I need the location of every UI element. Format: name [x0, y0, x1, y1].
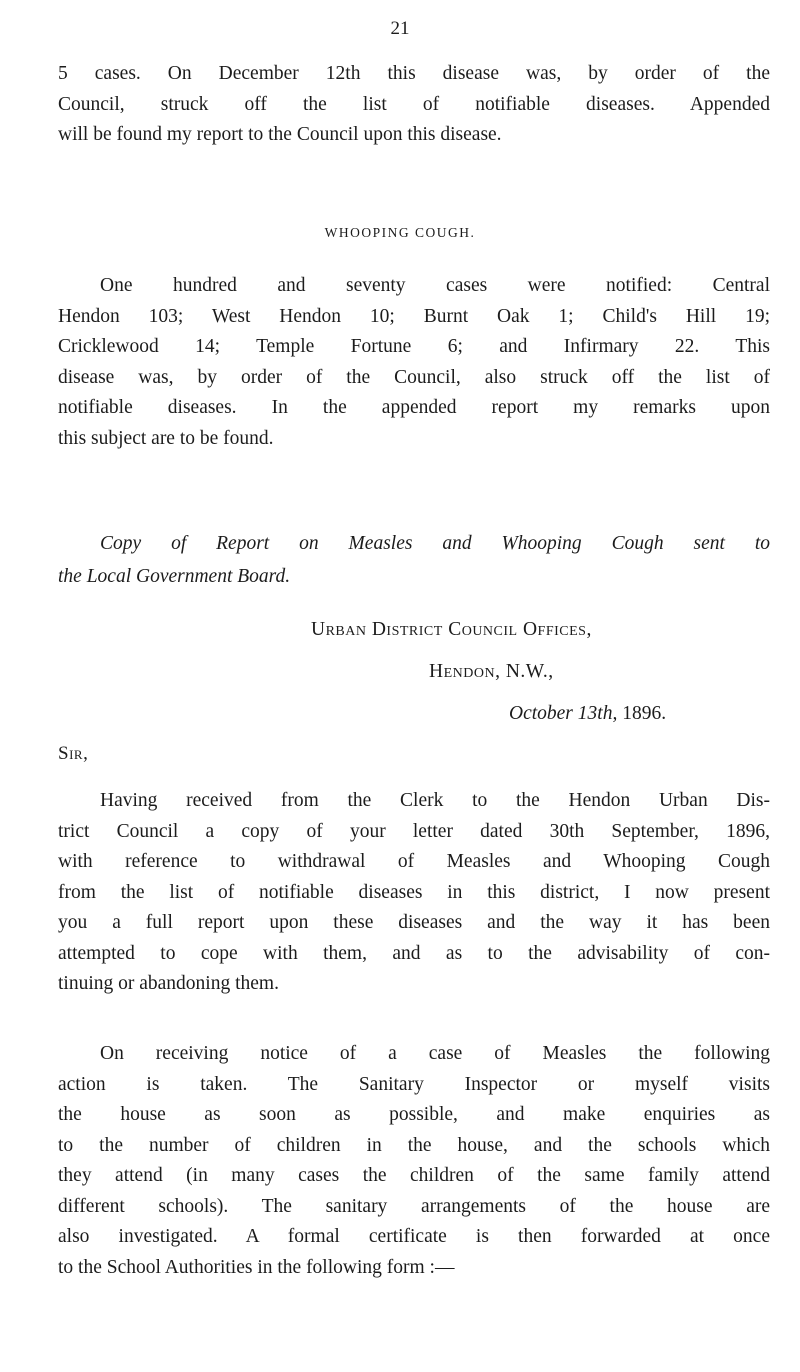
- address-line-offices: Urban District Council Offices,: [311, 619, 592, 640]
- text-line: different schools). The sanitary arrangements of the house are: [58, 1195, 770, 1217]
- text-line: trict Council a copy of your letter dated 30th September, 1896,: [58, 820, 770, 842]
- letter-date: [509, 703, 666, 725]
- text-line: 5 cases. On December 12th this disease was, by order of the: [58, 63, 770, 84]
- text-line: this subject are to be found.: [58, 427, 274, 449]
- text-line: also investigated. A formal certificate is then forwarded at once: [58, 1226, 770, 1247]
- text-line: they attend (in many cases the children of the same family attend: [58, 1165, 770, 1186]
- text-line: will be found my report to the Council upon this disease.: [58, 124, 502, 145]
- text-line: with reference to withdrawal of Measles and Whooping Cough: [58, 851, 770, 872]
- text-line: the Local Government Board.: [58, 566, 291, 587]
- date-day: 13th,: [577, 703, 618, 724]
- text-line: disease was, by order of the Council, also struck off the list of: [58, 366, 770, 388]
- text-line: Hendon 103; West Hendon 10; Burnt Oak 1; Child's Hill 19;: [58, 305, 770, 327]
- text-line: the house as soon as possible, and make enquiries as: [58, 1104, 770, 1125]
- text-line: Copy of Report on Measles and Whooping Cough sent to: [100, 533, 770, 554]
- text-line: attempted to cope with them, and as to the advisability of con-: [58, 942, 770, 964]
- salutation: Sir,: [58, 743, 89, 764]
- text-line: tinuing or abandoning them.: [58, 973, 279, 994]
- text-line: action is taken. The Sanitary Inspector or myself visits: [58, 1073, 770, 1095]
- date-month: October: [509, 703, 573, 724]
- text-line: to the number of children in the house, and the schools which: [58, 1134, 770, 1156]
- text-line: you a full report upon these diseases and the way it has been: [58, 912, 770, 933]
- address-line-hendon: Hendon, N.W.,: [429, 661, 554, 682]
- text-line: Cricklewood 14; Temple Fortune 6; and Infirmary 22. This: [58, 336, 770, 357]
- section-heading-whooping-cough: WHOOPING COUGH.: [324, 225, 476, 240]
- intro-paragraph: [58, 59, 770, 151]
- text-line: notifiable diseases. In the appended report my remarks upon: [58, 397, 770, 418]
- text-line: Having received from the Clerk to the Hendon Urban Dis-: [100, 790, 770, 811]
- text-line: Council, struck off the list of notifiable diseases. Appended: [58, 93, 770, 115]
- page-number: 21: [390, 18, 410, 39]
- whooping-cough-paragraph: [58, 271, 770, 454]
- text-line: to the School Authorities in the following form :—: [58, 1256, 455, 1278]
- report-copy-title: [58, 527, 770, 593]
- letter-paragraph-2: [58, 1039, 770, 1283]
- text-line: from the list of notifiable diseases in this district, I now present: [58, 881, 770, 903]
- text-line: One hundred and seventy cases were notified: Central: [100, 275, 770, 296]
- letter-paragraph-1: [58, 786, 770, 1000]
- date-year: 1896.: [622, 703, 667, 724]
- text-line: On receiving notice of a case of Measles the following: [100, 1043, 770, 1064]
